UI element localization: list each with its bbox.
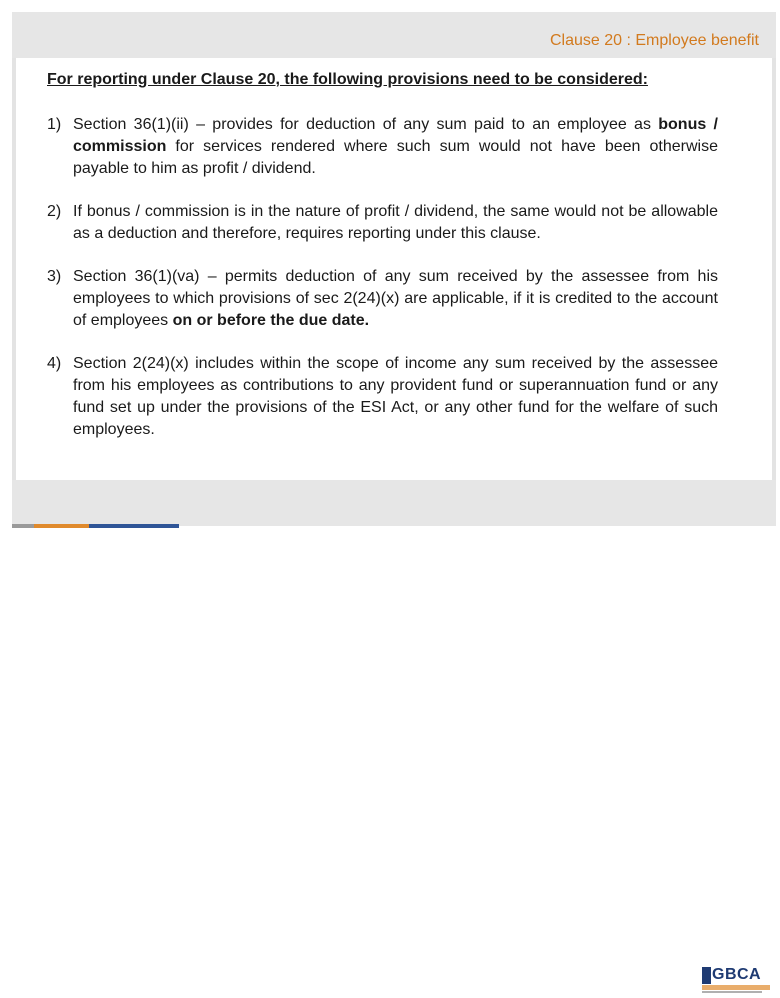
provision-text-bold: on or before the due date.: [172, 312, 370, 329]
logo-tagline-line: [702, 991, 762, 993]
provision-text: [73, 268, 718, 329]
provision-text-part: for services rendered where such sum would not have been otherwise payable to him as profit / dividend.: [73, 138, 718, 177]
provision-text: [73, 116, 718, 177]
footer-strip-orange: [34, 524, 89, 528]
footer-bar: [12, 480, 776, 983]
logo-text: GBCA: [712, 966, 762, 983]
provision-number: 2): [47, 203, 62, 220]
provision-number: 4): [47, 355, 62, 372]
provision-text: [73, 203, 718, 242]
logo-mark-icon: [702, 967, 711, 984]
footer-strip-grey: [12, 524, 34, 528]
title-bar: [12, 12, 776, 58]
provision-item: [47, 114, 718, 180]
provision-number: 1): [47, 116, 62, 133]
footer-strip-blue: [89, 524, 179, 528]
provision-list: [47, 114, 718, 441]
provision-number: 3): [47, 268, 62, 285]
provision-text-part: Section 36(1)(va) – permits deduction of any sum received by the assessee from his employees to which provisions of sec 2(24)(x) are applicable, if it is credited to the account of employees: [73, 268, 718, 329]
slide-title: Clause 20 : Employee benefit: [549, 32, 759, 49]
provision-text-part: Section 36(1)(ii) – provides for deduction of any sum paid to an employee as: [73, 116, 659, 133]
provision-text-bold: bonus / commission: [73, 116, 718, 155]
provision-text-part: Section 2(24)(x) includes within the scope of income any sum received by the assessee from his employees as contributions to any provident fund or superannuation fund or any fund set up under the provisions of the ESI Act, or any other fund for the welfare of such employees.: [73, 355, 718, 438]
provision-item: [47, 353, 718, 441]
provision-text: [73, 355, 718, 438]
section-heading: For reporting under Clause 20, the following provisions need to be considered:: [47, 71, 648, 88]
provision-item: [47, 201, 718, 245]
provision-text-part: If bonus / commission is in the nature of profit / dividend, the same would not be allowable as a deduction and therefore, requires reporting under this clause.: [73, 203, 718, 242]
provision-item: [47, 266, 718, 332]
gbca-logo: [702, 966, 772, 998]
logo-tagline-bar: [702, 985, 770, 990]
